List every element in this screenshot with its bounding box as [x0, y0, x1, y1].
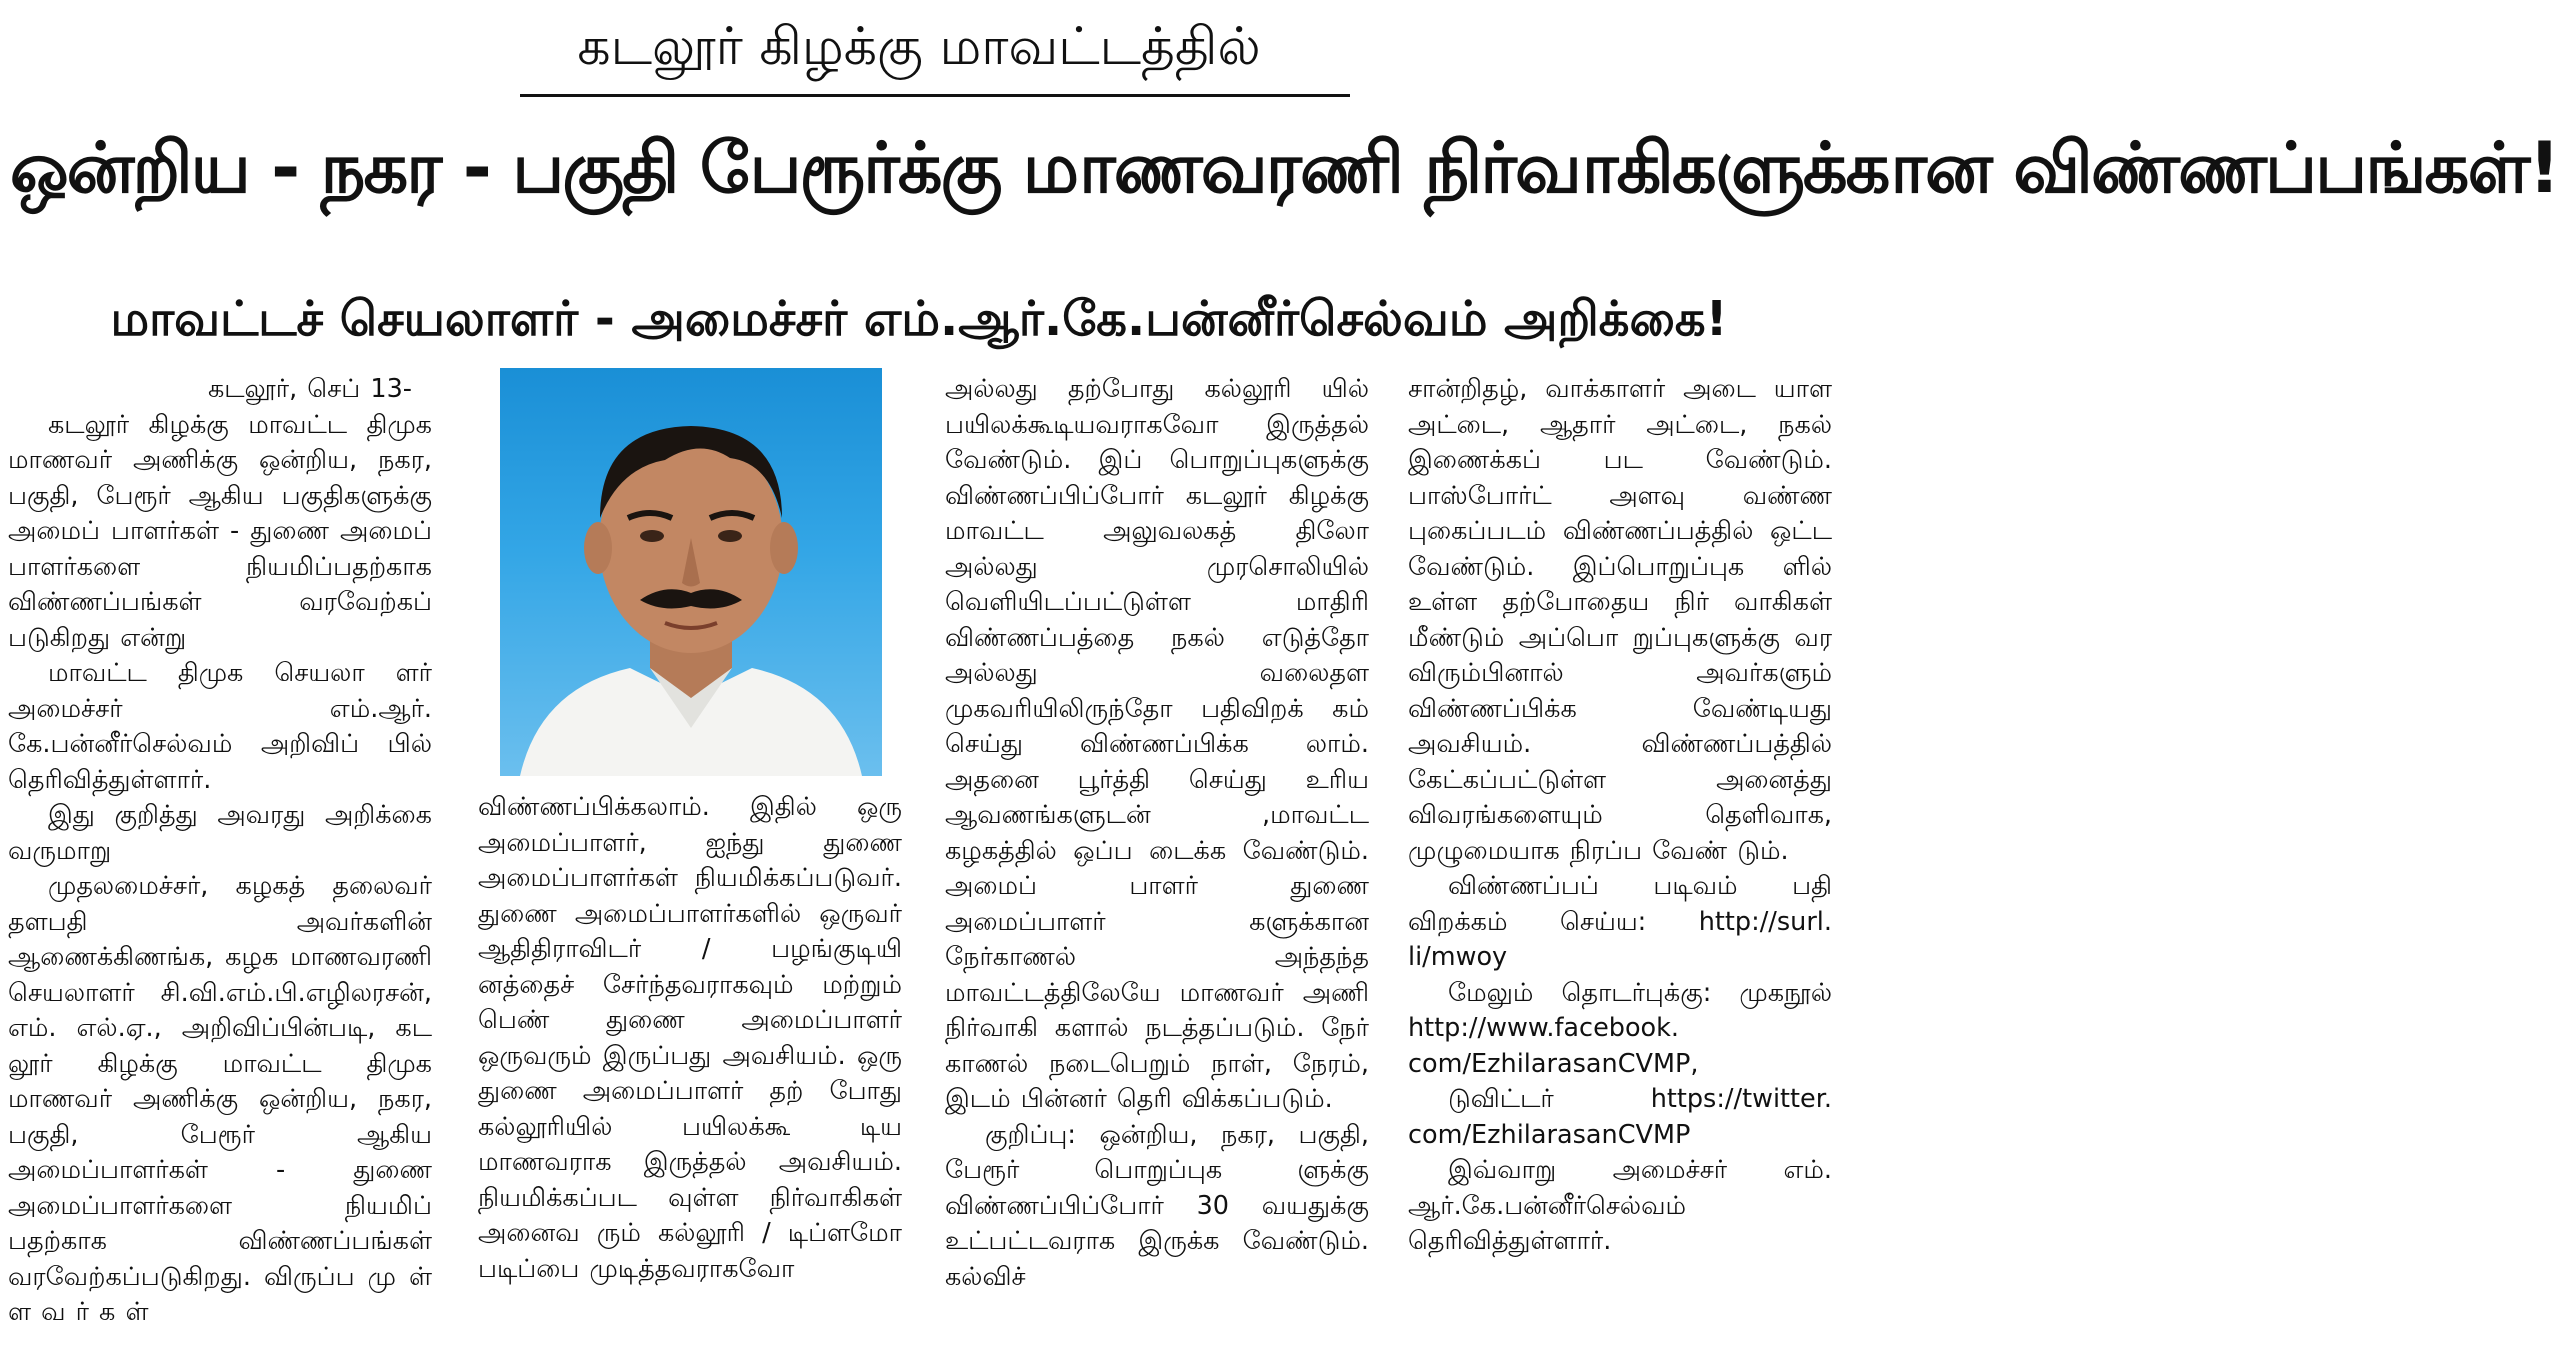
dateline: கடலூர், செப் 13-	[207, 374, 412, 404]
paragraph: டுவிட்டர் https://twitter. com/EzhilarasanCVMP	[1408, 1084, 1832, 1150]
portrait-illustration	[500, 368, 882, 776]
article-column-2	[478, 790, 902, 1352]
kicker-underline	[520, 94, 1350, 97]
article-column-4	[1408, 372, 1832, 1352]
paragraph: மாவட்ட திமுக செயலா ளர் அமைச்சர் எம்.ஆர். கே.பன்னீர்செல்வம் அறிவிப் பில் தெரிவித்துள்ளார்.	[8, 658, 432, 795]
main-headline: ஒன்றிய - நகர - பகுதி பேரூர்க்கு மாணவரணி நிர்வாகிகளுக்கான விண்ணப்பங்கள்!	[10, 127, 2558, 209]
portrait-photo	[500, 368, 882, 776]
paragraph: குறிப்பு: ஒன்றிய, நகர, பகுதி, பேரூர் பொறுப்புக ளுக்கு விண்ணப்பிப்போர் 30 வயதுக்கு உட்பட்டவராக இருக்க வேண்டும். கல்விச்	[945, 1119, 1369, 1292]
article-column-1	[8, 372, 432, 1352]
paragraph: சான்றிதழ், வாக்காளர் அடை யாள அட்டை, ஆதார் அட்டை, நகல் இணைக்கப் பட வேண்டும். பாஸ்போர்ட் அளவு வண்ண புகைப்படம் விண்ணப்பத்தில் ஒட்ட வேண்டும். இப்பொறுப்புக ளில் உள்ள தற்போதைய நிர் வாகிகள் மீண்டும் அப்பொ றுப்புகளுக்கு வர விரும்பினால் அவர்களும் விண்ணப்பிக்க வேண்டியது அவசியம். விண்ணப்பத்தில் கேட்கப்பட்டுள்ள அனைத்து விவரங்களையும் தெளிவாக, முழுமையாக நிரப்ப வேண் டும்.	[1408, 374, 1832, 866]
kicker-headline: கடலூர் கிழக்கு மாவட்டத்தில்	[577, 17, 1261, 77]
paragraph: விண்ணப்பிக்கலாம். இதில் ஒரு அமைப்பாளர், ஐந்து துணை அமைப்பாளர்கள் நியமிக்கப்படுவர். துணை அமைப்பாளர்களில் ஒருவர் ஆதிதிராவிடர் / பழங்குடியி னத்தைச் சேர்ந்தவராகவும் மற்றும் பெண் துணை அமைப்பாளர் ஒருவரும் இருப்பது அவசியம். ஒரு துணை அமைப்பாளர் தற் போது கல்லூரியில் பயிலக்கூ டிய மாணவராக இருத்தல் அவசியம். நியமிக்கப்பட வுள்ள நிர்வாகிகள் அனைவ ரும் கல்லூரி / டிப்ளமோ படிப்பை முடித்தவராகவோ	[478, 792, 902, 1284]
article-column-3	[945, 372, 1369, 1352]
paragraph: விண்ணப்பப் படிவம் பதி விறக்கம் செய்ய: http://surl. li/mwoy	[1408, 871, 1832, 972]
sub-headline: மாவட்டச் செயலாளர் - அமைச்சர் எம்.ஆர்.கே.பன்னீர்செல்வம் அறிக்கை!	[110, 291, 1728, 347]
paragraph: மேலும் தொடர்புக்கு: முகநூல் http://www.facebook. com/EzhilarasanCVMP,	[1408, 977, 1832, 1079]
paragraph: இது குறித்து அவரது அறிக்கை வருமாறு	[8, 800, 432, 866]
paragraph: முதலமைச்சர், கழகத் தலைவர் தளபதி அவர்களின் ஆணைக்கிணங்க, கழக மாணவரணி செயலாளர் சி.வி.எம்.பி.எழிலரசன், எம். எல்.ஏ., அறிவிப்பின்படி, கட லூர் கிழக்கு மாவட்ட திமுக மாணவர் அணிக்கு ஒன்றிய, நகர, பகுதி, பேரூர் ஆகிய அமைப்பாளர்கள் - துணை அமைப்பாளர்களை நியமிப் பதற்காக விண்ணப்பங்கள் வரவேற்கப்படுகிறது. விருப்ப மு ள் ள வ ர் க ள்	[8, 871, 432, 1327]
paragraph: அல்லது தற்போது கல்லூரி யில் பயிலக்கூடியவராகவோ இருத்தல் வேண்டும். இப் பொறுப்புகளுக்கு விண்ணப்பிப்போர் கடலூர் கிழக்கு மாவட்ட அலுவலகத் திலோ அல்லது முரசொலியில் வெளியிடப்பட்டுள்ள மாதிரி விண்ணப்பத்தை நகல் எடுத்தோ அல்லது வலைதள முகவரியிலிருந்தோ பதிவிறக் கம் செய்து விண்ணப்பிக்க லாம். அதனை பூர்த்தி செய்து உரிய ஆவணங்களுடன் ,மாவட்ட கழகத்தில் ஒப்ப டைக்க வேண்டும். அமைப் பாளர் துணை அமைப்பாளர் களுக்கான நேர்காணல் அந்தந்த மாவட்டத்திலேயே மாணவர் அணி நிர்வாகி களால் நடத்தப்படும். நேர் காணல் நடைபெறும் நாள், நேரம், இடம் பின்னர் தெரி விக்கப்படும்.	[945, 374, 1369, 1114]
paragraph: இவ்வாறு அமைச்சர் எம். ஆர்.கே.பன்னீர்செல்வம் தெரிவித்துள்ளார்.	[1408, 1155, 1832, 1256]
paragraph: கடலூர் கிழக்கு மாவட்ட திமுக மாணவர் அணிக்கு ஒன்றிய, நகர, பகுதி, பேரூர் ஆகிய பகுதிகளுக்கு அமைப் பாளர்கள் - துணை அமைப் பாளர்களை நியமிப்பதற்காக விண்ணப்பங்கள் வரவேற்கப் படுகிறது என்று	[8, 409, 432, 653]
